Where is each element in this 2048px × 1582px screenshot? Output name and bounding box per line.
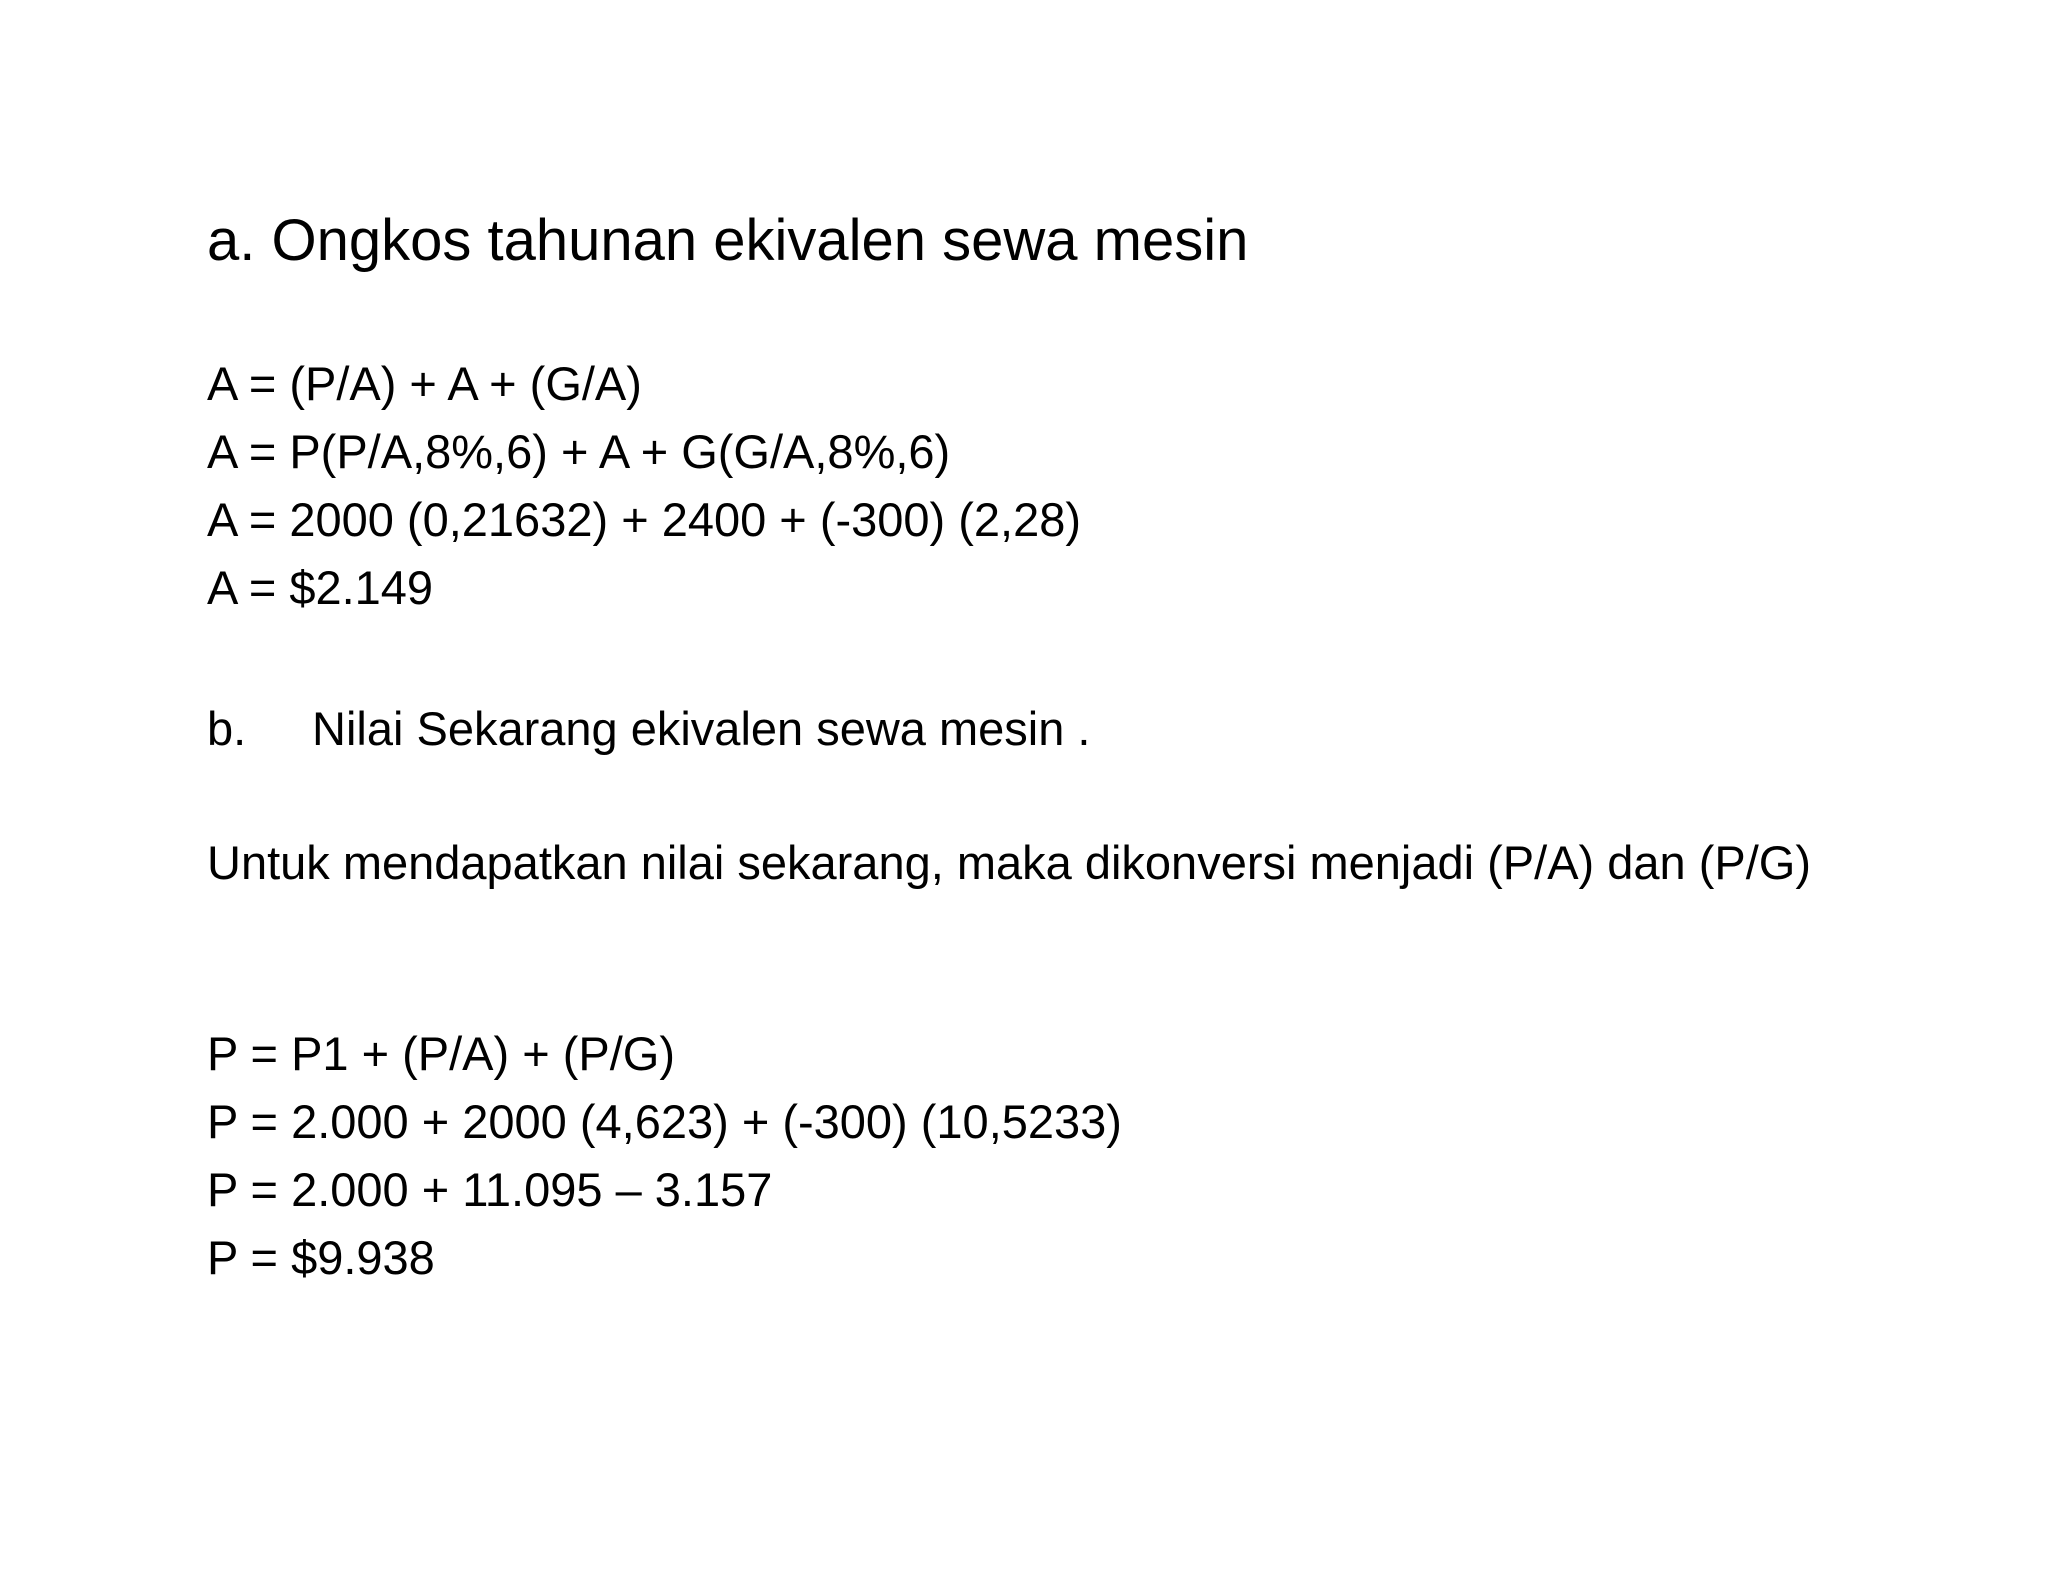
section-b-explanation: Untuk mendapatkan nilai sekarang, maka dikonversi menjadi (P/A) dan (P/G) (207, 836, 1811, 889)
section-a-line-3: A = 2000 (0,21632) + 2400 + (-300) (2,28) (207, 493, 1082, 546)
section-a-line-2: A = P(P/A,8%,6) + A + G(G/A,8%,6) (207, 425, 951, 478)
section-b-line-2: P = 2.000 + 2000 (4,623) + (-300) (10,5233) (207, 1095, 1122, 1148)
section-b-marker: b. (207, 702, 247, 755)
section-b-result: P = $9.938 (207, 1231, 435, 1284)
section-a-line-1: A = (P/A) + A + (G/A) (207, 357, 642, 410)
section-b-line-3: P = 2.000 + 11.095 – 3.157 (207, 1163, 773, 1216)
section-b-title: Nilai Sekarang ekivalen sewa mesin . (312, 702, 1091, 755)
section-a-heading: a. Ongkos tahunan ekivalen sewa mesin (207, 208, 1249, 273)
section-b-line-1: P = P1 + (P/A) + (P/G) (207, 1027, 676, 1080)
section-a-result: A = $2.149 (207, 561, 434, 614)
